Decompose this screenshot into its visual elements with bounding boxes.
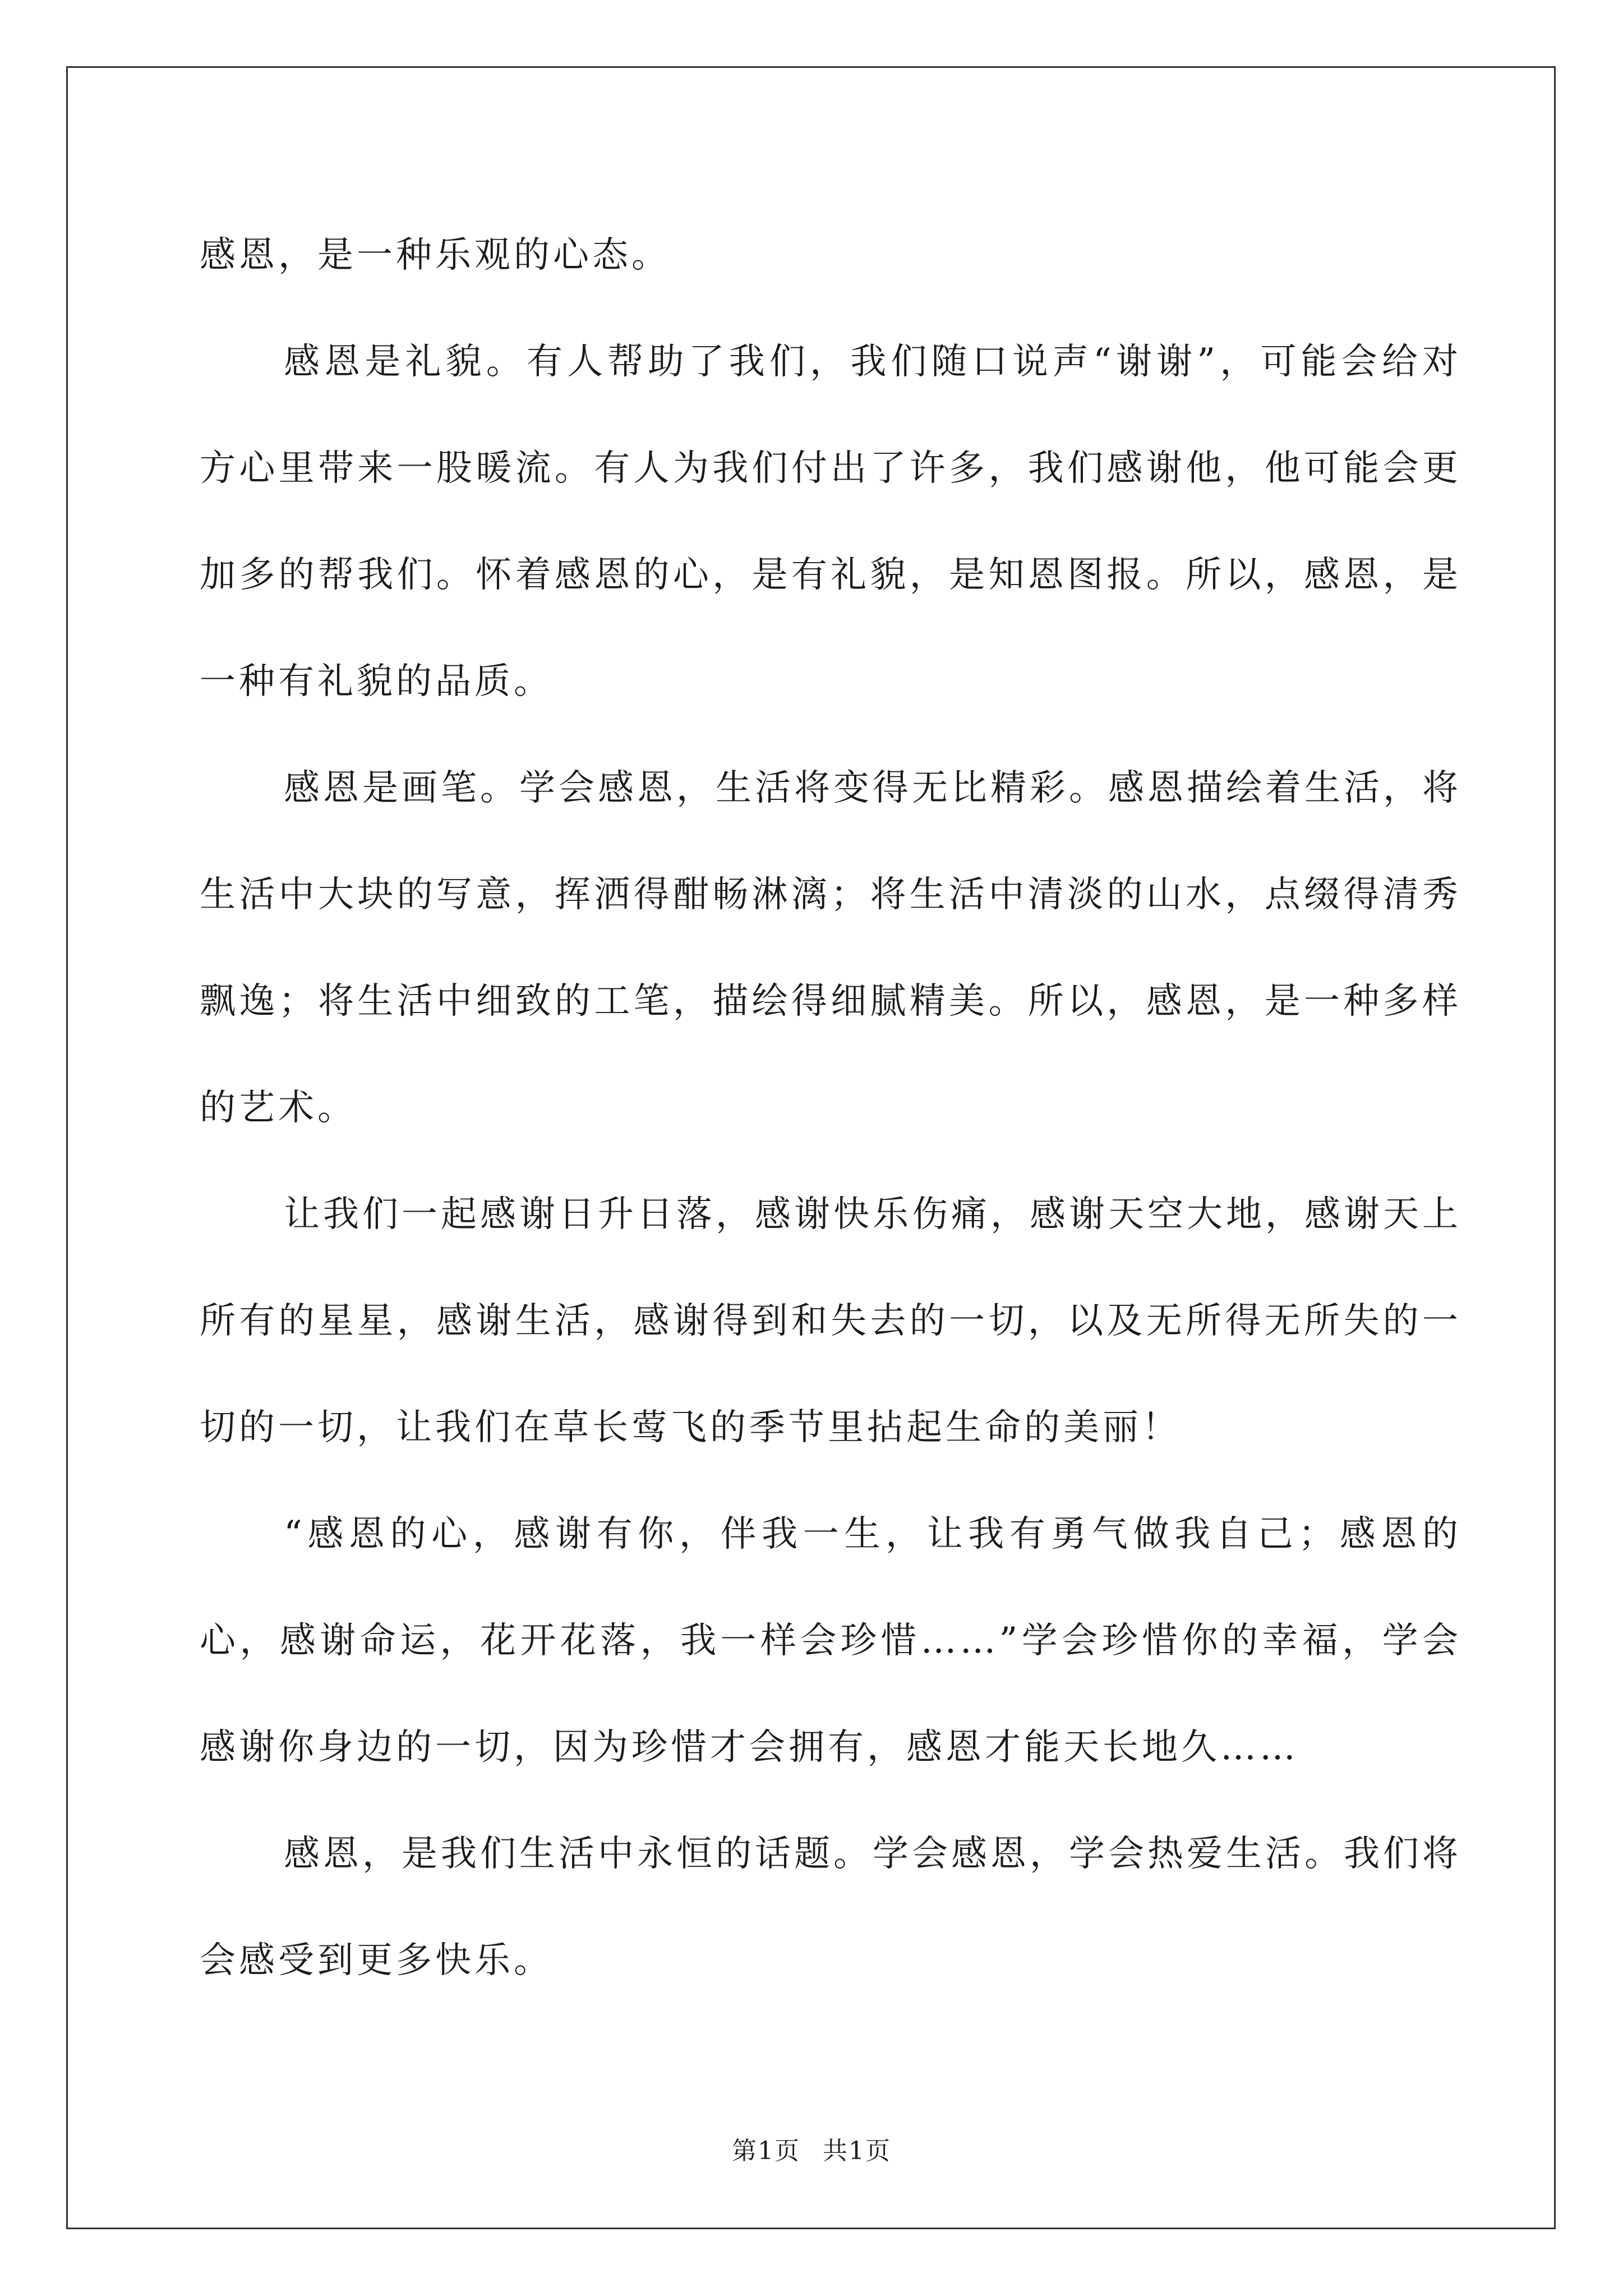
paragraph-4: 让我们一起感谢日升日落，感谢快乐伤痛，感谢天空大地，感谢天上所有的星星，感谢生活，感谢得到和失去的一切，以及无所得无所失的一切的一切，让我们在草长莺飞的季节里拈起生命的美丽！ [200,1194,1461,1448]
paragraph-2: 感恩是礼貌。有人帮助了我们，我们随口说声“谢谢”，可能会给对方心里带来一股暖流。有人为我们付出了许多，我们感谢他，他可能会更加多的帮我们。怀着感恩的心，是有礼貌，是知恩图报。所以，感恩，是一种有礼貌的品质。 [200,341,1461,702]
page-number-current: 第1页 [732,2137,800,2165]
paragraph-1: 感恩，是一种乐观的心态。 [200,234,671,276]
paragraph-6: 感恩，是我们生活中永恒的话题。学会感恩，学会热爱生活。我们将会感受到更多快乐。 [200,1833,1461,1981]
page-footer [0,2134,1623,2168]
paragraph-3: 感恩是画笔。学会感恩，生活将变得无比精彩。感恩描绘着生活，将生活中大块的写意，挥洒得酣畅淋漓；将生活中清淡的山水，点缀得清秀飘逸；将生活中细致的工笔，描绘得细腻精美。所以，感恩，是一种多样的艺术。 [200,767,1461,1129]
paragraph-5: “感恩的心，感谢有你，伴我一生，让我有勇气做我自己；感恩的心，感谢命运，花开花落，我一样会珍惜……”学会珍惜你的幸福，学会感谢你身边的一切，因为珍惜才会拥有，感恩才能天长地久…… [200,1513,1461,1768]
document-body [200,202,1461,2014]
page-number-total: 共1页 [823,2137,891,2165]
